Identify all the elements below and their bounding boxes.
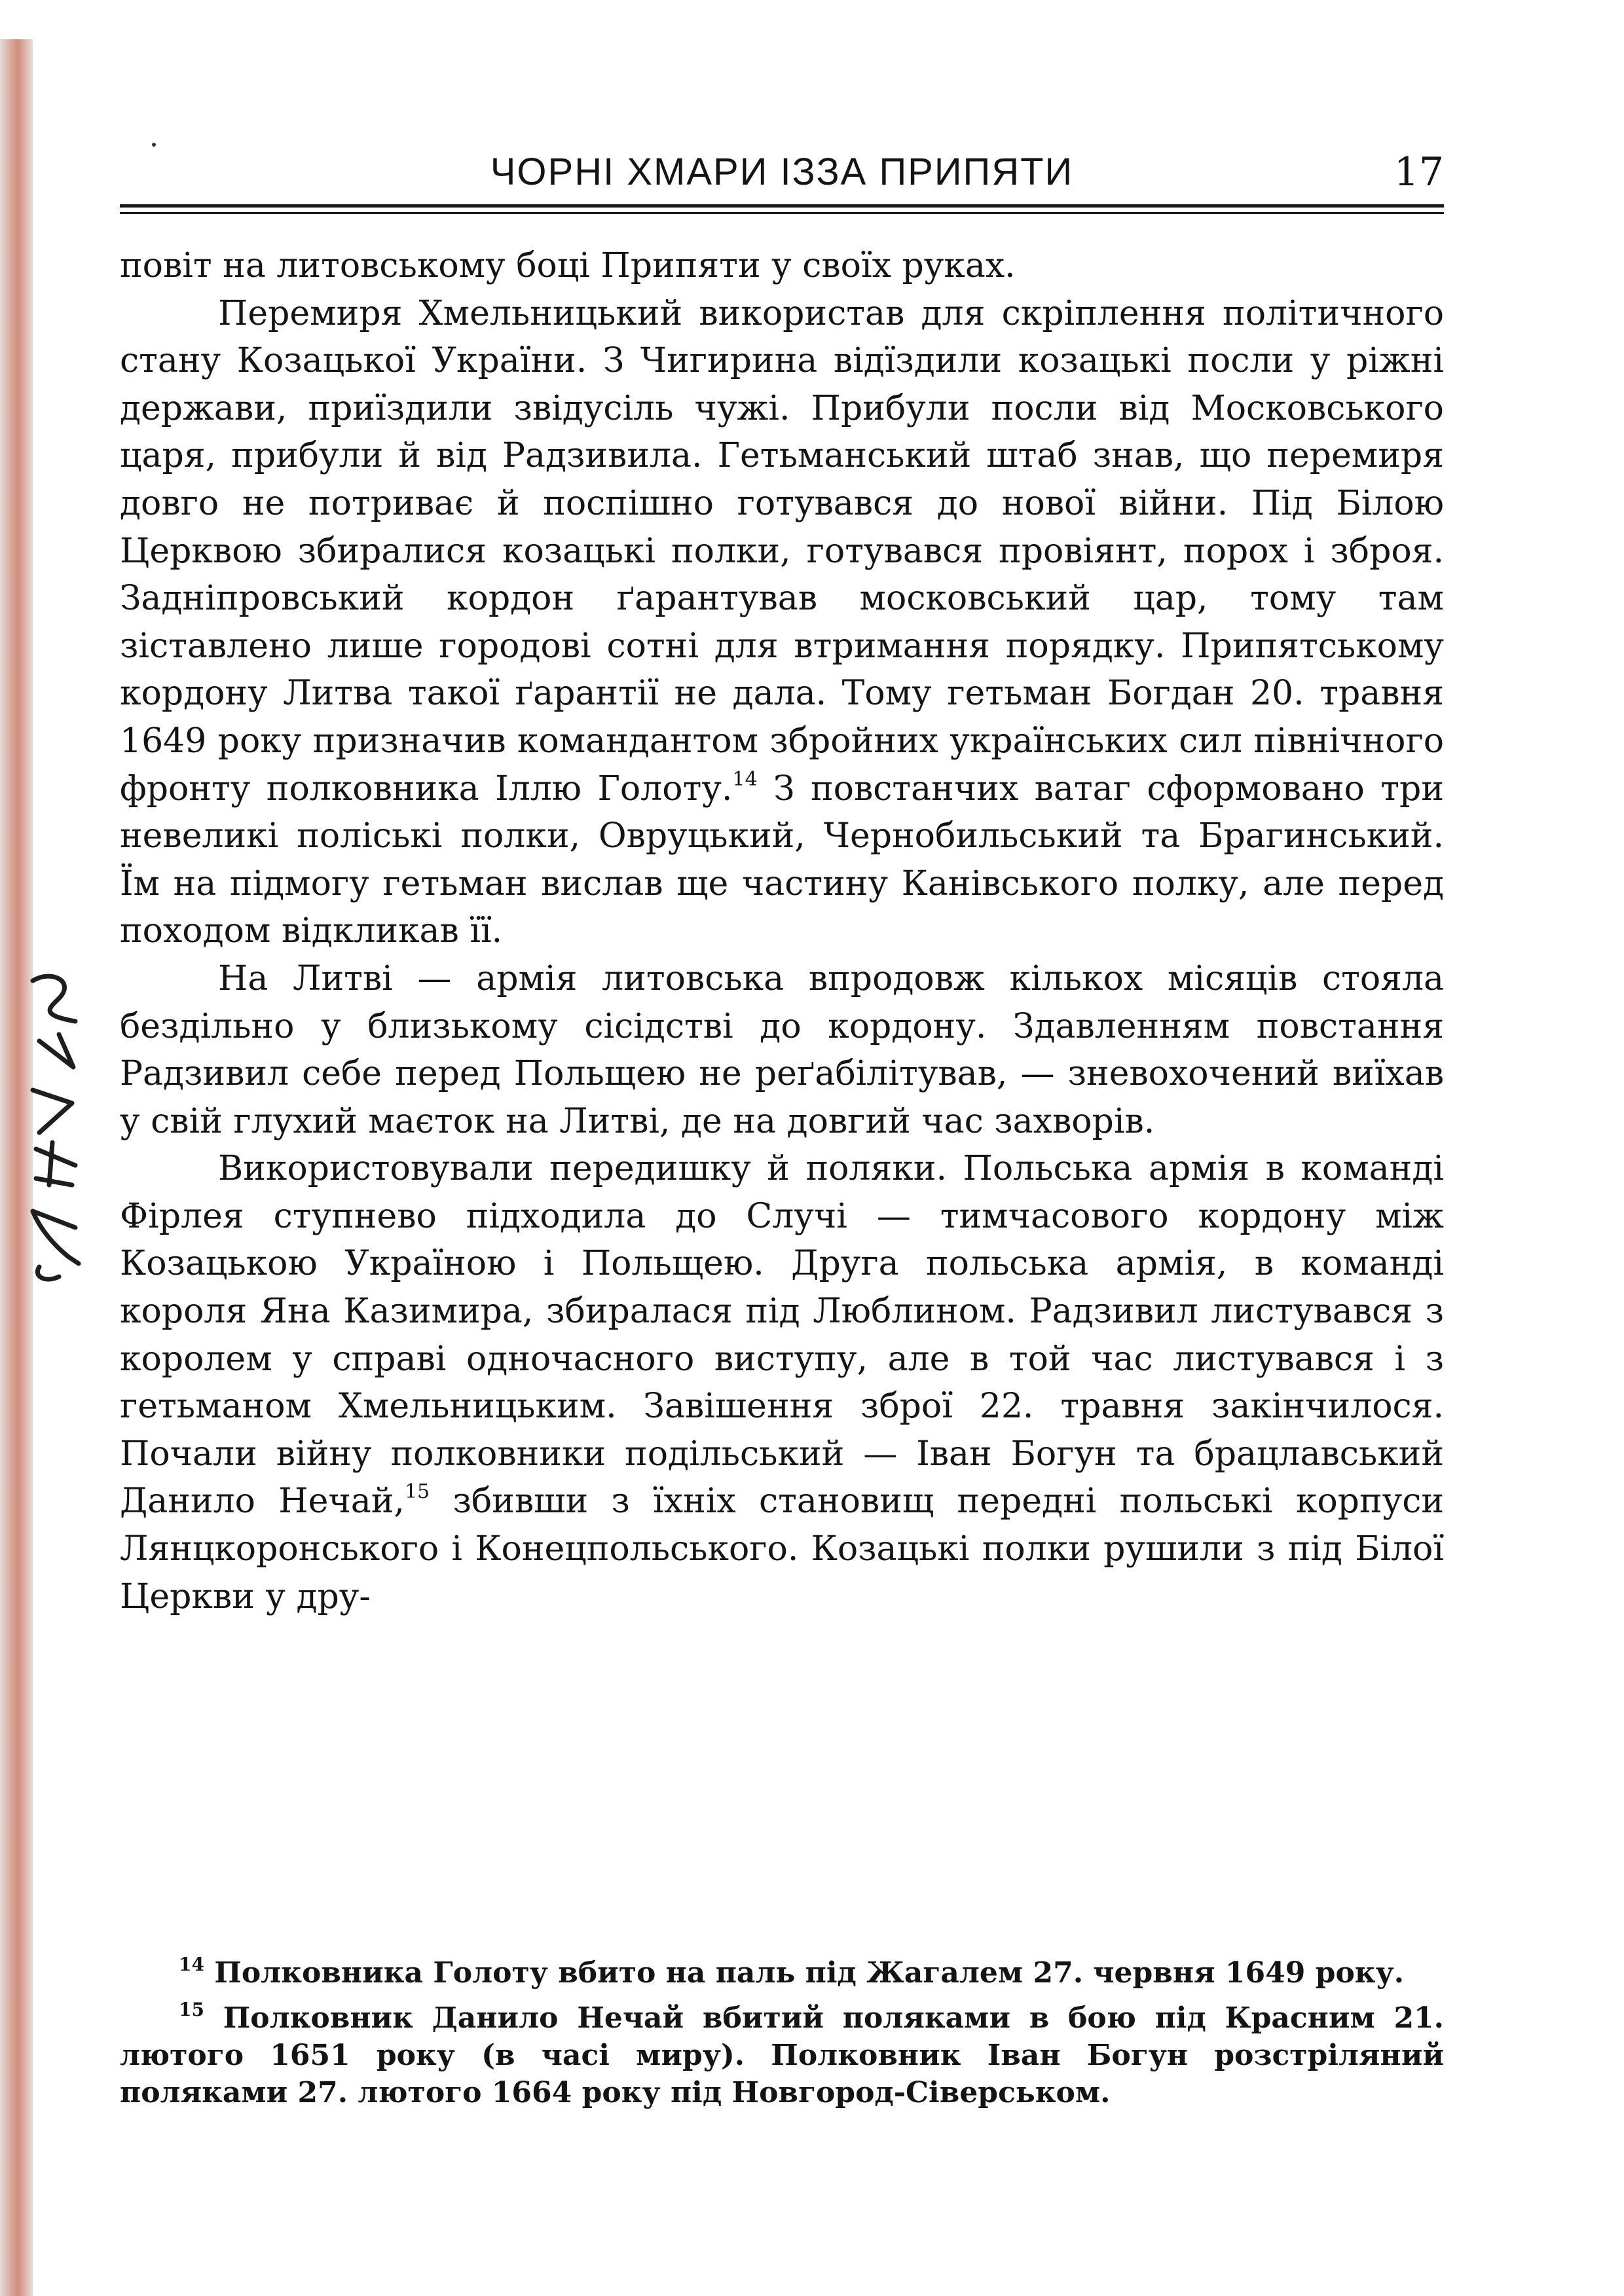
- paragraph-truce-text-a: Перемиря Хмельницький використав для скріплення політичного стану Козацької України. З Чигирина відїздили козацькі посли у ріжні держави, приїздили звідусіль чужі. Прибули посли від Московського царя, прибули й від Радзивила. Гетьманський штаб знав, що перемиря довго не потриває й поспішно готувався до нової війни. Під Білою Церквою збиралися козацькі полки, готувався провіянт, порох і зброя. Задніпровський кордон ґарантував московський цар, тому там зіставлено лише городові сотні для втримання порядку. Припятському кордону Литва такої ґарантії не дала. Тому гетьман Богдан 20. травня 1649 року призначив командантом збройних українських сил північного фронту полковника Іллю Голоту.: [120, 293, 1444, 809]
- paragraph-poles: [120, 1145, 1444, 1620]
- paragraph-poles-text-a: Використовували передишку й поляки. Польська армія в команді Фірлея ступнево підходила до Случі — тимчасового кордону між Козацькою Україною і Польщею. Друга польська армія, в команді короля Яна Казимира, збиралася під Люблином. Радзивил листувався з королем у справі одночасного виступу, але в той час листувався і з гетьманом Хмельницьким. Завішення зброї 22. травня закінчилося. Почали війну полковники подільський — Іван Богун та брацлавський Данило Нечай,: [120, 1149, 1444, 1522]
- header-rule-thick: [120, 204, 1444, 208]
- paragraph-lithuania: На Литві — армія литовська впродовж кількох місяців стояла бездільно у близькому сісідстві до кордону. Здавленням повстання Радзивил себе перед Польщею не реґабілітував, — зневохочений виїхав у свій глухий маєток на Литві, де на довгий час захворів.: [120, 958, 1444, 1141]
- footnote-ref-14[interactable]: 14: [732, 767, 758, 791]
- paragraph-continuation: повіт на литовському боці Припяти у своїх руках.: [120, 246, 1016, 285]
- header-rule-thin: [120, 212, 1444, 214]
- paragraph-truce-text-b: З повстанчих ватаг сформовано три невеликі поліські полки, Овруцький, Чернобильський та Брагинський. Їм на підмогу гетьман вислав ще частину Канівського полку, але перед походом відкликав її.: [120, 769, 1444, 951]
- running-head: [120, 149, 1444, 202]
- handwritten-margin-note: [13, 969, 85, 1296]
- footnote-ref-15[interactable]: 15: [404, 1480, 430, 1504]
- footnote-text: Полковника Голоту вбито на паль під Жагалем 27. червня 1649 року.: [204, 1956, 1405, 1990]
- footnote-text: Полковник Данило Нечай вбитий поляками в бою під Красним 21. лютого 1651 року (в часі миру). Полковник Іван Богун розстріляний поляками 27. лютого 1664 року під Новгород-Сіверськом.: [120, 2001, 1444, 2109]
- handwritten-shelfmark-drawing: [13, 969, 92, 1296]
- page-number: 17: [1393, 149, 1444, 195]
- ink-speck: [152, 143, 156, 147]
- body-text: [120, 242, 1444, 1620]
- footnote-mark: 15: [179, 1999, 204, 2020]
- paragraph-truce: [120, 290, 1444, 955]
- running-title: ЧОРНІ ХМАРИ ІЗЗА ПРИПЯТИ: [490, 151, 1074, 193]
- footnote-15: [120, 1999, 1444, 2111]
- footnote-14: [120, 1954, 1444, 1992]
- footnotes: [120, 1954, 1444, 2111]
- paragraph-poles-text-b: збивши з їхніх становищ передні польські корпуси Лянцкоронського і Конецпольського. Козацькі полки рушили з під Білої Церкви у дру-: [120, 1482, 1444, 1616]
- footnote-mark: 14: [179, 1954, 204, 1975]
